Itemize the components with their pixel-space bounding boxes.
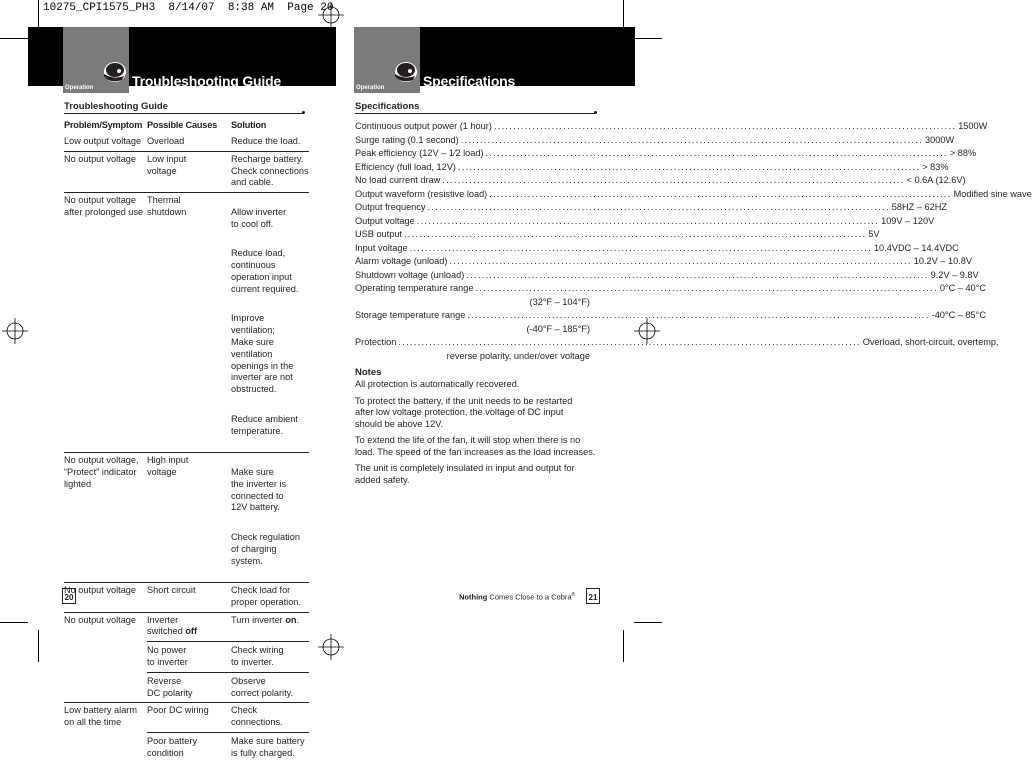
solution-cell [231, 615, 309, 627]
cause-cell: Thermal shutdown [147, 195, 187, 217]
spec-label: Protection [355, 337, 397, 347]
note-paragraph: The unit is completely insulated in input and output for added safety. [355, 463, 575, 485]
header-solution: Solution [231, 120, 267, 130]
solution-cell: Reduce load, continuous operation input current required. [231, 248, 299, 294]
problem-cell: No output voltage [64, 614, 137, 625]
spec-value-continued: (32°F – 104°F) [529, 296, 590, 307]
spec-label: Peak efficiency (12V – 1⁄2 load) [355, 148, 484, 158]
spec-value: < 0.6A (12.6V) [906, 175, 966, 185]
spec-value-continued: (-40°F – 185°F) [526, 323, 590, 334]
table-row [64, 134, 309, 152]
notes-title: Notes [355, 367, 382, 378]
spec-value: -40°C – 85°C [931, 310, 986, 320]
cobra-mascot-icon [391, 60, 419, 86]
spec-label: Continuous output power (1 hour) [355, 121, 492, 131]
solution-bold-text: on [285, 614, 297, 625]
spec-row [355, 188, 1032, 202]
solution-cell: Check regulation of charging system. [231, 531, 300, 566]
spec-row [355, 336, 999, 350]
cause-cell: Short circuit [147, 585, 196, 596]
note-paragraph: To extend the life of the fan, it will stop when there is no load. The speed of the fan increases as the load increases. [355, 435, 596, 457]
header-causes: Possible Causes [147, 120, 218, 130]
spec-row [355, 120, 988, 134]
cause-bold-text: off [185, 626, 198, 637]
spec-value: 5V [868, 229, 880, 239]
cause-cell: Overload [147, 136, 185, 146]
problem-cell: Low battery alarm on all the time [64, 705, 138, 728]
cause-cell: Poor battery condition [147, 736, 198, 758]
table-row [64, 152, 309, 193]
print-slug: 10275_CPI1575_PH3 8/14/07 8:38 AM Page 20 [43, 2, 334, 14]
cobra-mascot-icon [100, 60, 128, 86]
problem-cell: No output voltage [64, 153, 137, 164]
spec-value: > 83% [922, 161, 949, 172]
cause-cell: Reverse DC polarity [147, 675, 193, 698]
right-header-title: Specifications [423, 73, 516, 89]
spec-row [355, 282, 986, 296]
cause-cell: Low input voltage [147, 153, 187, 176]
spec-label: Efficiency (full load, 12V) [355, 161, 456, 172]
cause-text: Inverter switched [147, 614, 183, 637]
spec-row [355, 174, 966, 188]
spec-value: 10.4VDC – 14.4VDC [873, 242, 959, 253]
solution-cell: Observe correct polarity. [231, 675, 294, 698]
spec-row [355, 242, 959, 256]
spec-row [355, 215, 935, 229]
section-rule [355, 113, 595, 114]
spec-row [355, 309, 986, 323]
crop-mark [623, 630, 624, 662]
solution-cell: Make sure the inverter is connected to 12V battery. [231, 466, 287, 513]
spec-row [355, 147, 977, 161]
registered-mark: ® [571, 592, 576, 598]
spec-label: Shutdown voltage (unload) [355, 269, 465, 280]
spec-row [355, 161, 949, 175]
cause-cell: High input voltage [147, 455, 189, 477]
spec-value: 3000W [925, 134, 955, 145]
registration-mark [318, 634, 344, 660]
spec-value: Overload, short-circuit, overtemp, [862, 337, 999, 347]
crop-mark [634, 622, 662, 623]
spec-label: Output frequency [355, 202, 426, 212]
spec-label: No load current draw [355, 175, 441, 185]
registration-mark [318, 2, 344, 28]
spec-label: Operating temperature range [355, 283, 474, 293]
solution-cell: Recharge battery. Check connections and cable. [231, 153, 309, 188]
spec-row [355, 134, 955, 148]
spec-label: Output voltage [355, 215, 415, 226]
rule-dot [302, 111, 305, 114]
tagline [459, 592, 575, 602]
right-page-number: 21 [586, 588, 600, 604]
solution-tail: . [296, 614, 300, 625]
crop-mark [0, 38, 28, 39]
problem-cell: No output voltage, “Protect” indicator lighted [64, 455, 139, 489]
spec-value: > 88% [949, 148, 977, 158]
right-section-title: Specifications [355, 101, 420, 112]
solution-cell: Check connections. [231, 705, 283, 728]
header-problem: Problem/Symptom [64, 120, 143, 130]
cause-cell: No power to inverter [147, 645, 188, 668]
spec-label: USB output [355, 229, 402, 239]
spec-value-continued: reverse polarity, under/over voltage [446, 350, 590, 361]
crop-mark [0, 622, 28, 623]
solution-cell: Check wiring to inverter. [231, 645, 284, 668]
table-row [64, 193, 309, 453]
spec-value: 0°C – 40°C [939, 283, 986, 293]
note-paragraph: To protect the battery, if the unit needs to be restarted after low voltage protection, the voltage of DC input should be above 12V. [355, 395, 573, 429]
spec-value: Modified sine wave [953, 188, 1032, 199]
section-rule [64, 113, 304, 114]
troubleshooting-table [64, 120, 309, 763]
table-header-row [64, 120, 309, 134]
solution-text: Turn inverter [231, 614, 283, 625]
crop-mark [38, 630, 39, 662]
spec-label: Storage temperature range [355, 310, 466, 320]
spec-label: Output waveform (resistive load) [355, 188, 488, 199]
crop-mark [634, 38, 662, 39]
spec-row [355, 269, 979, 283]
cause-cell: Poor DC wiring [147, 705, 209, 716]
spec-row [355, 228, 880, 242]
spec-value: 1500W [958, 121, 988, 131]
notes-body [355, 379, 600, 491]
cause-cell [147, 615, 231, 639]
spec-label: Alarm voltage (unload) [355, 256, 448, 266]
specifications-list [355, 120, 1032, 363]
problem-cell: No output voltage after prolonged use [64, 195, 144, 217]
note-paragraph: All protection is automatically recovered. [355, 379, 520, 389]
solution-cell: Reduce ambient temperature. [231, 413, 298, 436]
spec-value: 10.2V – 10.8V [913, 256, 972, 266]
spec-label: Input voltage [355, 242, 408, 253]
table-row [64, 453, 309, 583]
problem-cell: No output voltage [64, 585, 137, 596]
tagline-bold: Nothing [459, 592, 488, 602]
crop-mark [623, 0, 624, 28]
table-row [64, 703, 309, 762]
solution-cell: Improve ventilation; Make sure ventilation openings in the inverter are not obstructed. [231, 313, 294, 395]
spec-value: 109V – 120V [881, 215, 935, 226]
spec-label: Surge rating (0.1 second) [355, 134, 459, 145]
solution-cell: Check load for proper operation. [231, 585, 301, 607]
registration-mark [2, 318, 28, 344]
table-row [64, 613, 309, 704]
tagline-text: Comes Close to a Cobra [487, 592, 572, 602]
spec-row [355, 255, 972, 269]
spec-value: 58HZ – 62HZ [891, 202, 947, 212]
problem-cell: Low output voltage [64, 136, 142, 146]
left-header-title: Troubleshooting Guide [132, 73, 282, 89]
spec-row [355, 201, 947, 215]
solution-cell: Make sure battery is fully charged. [231, 736, 305, 758]
table-row [64, 583, 309, 613]
left-section-title: Troubleshooting Guide [64, 101, 168, 112]
spec-value: 9.2V – 9.8V [930, 269, 979, 280]
left-page-number: 20 [62, 588, 76, 604]
solution-cell: Reduce the load. [231, 136, 301, 146]
rule-dot [594, 111, 597, 114]
solution-cell: Allow inverter to cool off. [231, 206, 287, 229]
tab-label: Operation [356, 85, 385, 91]
tab-label: Operation [65, 85, 94, 91]
